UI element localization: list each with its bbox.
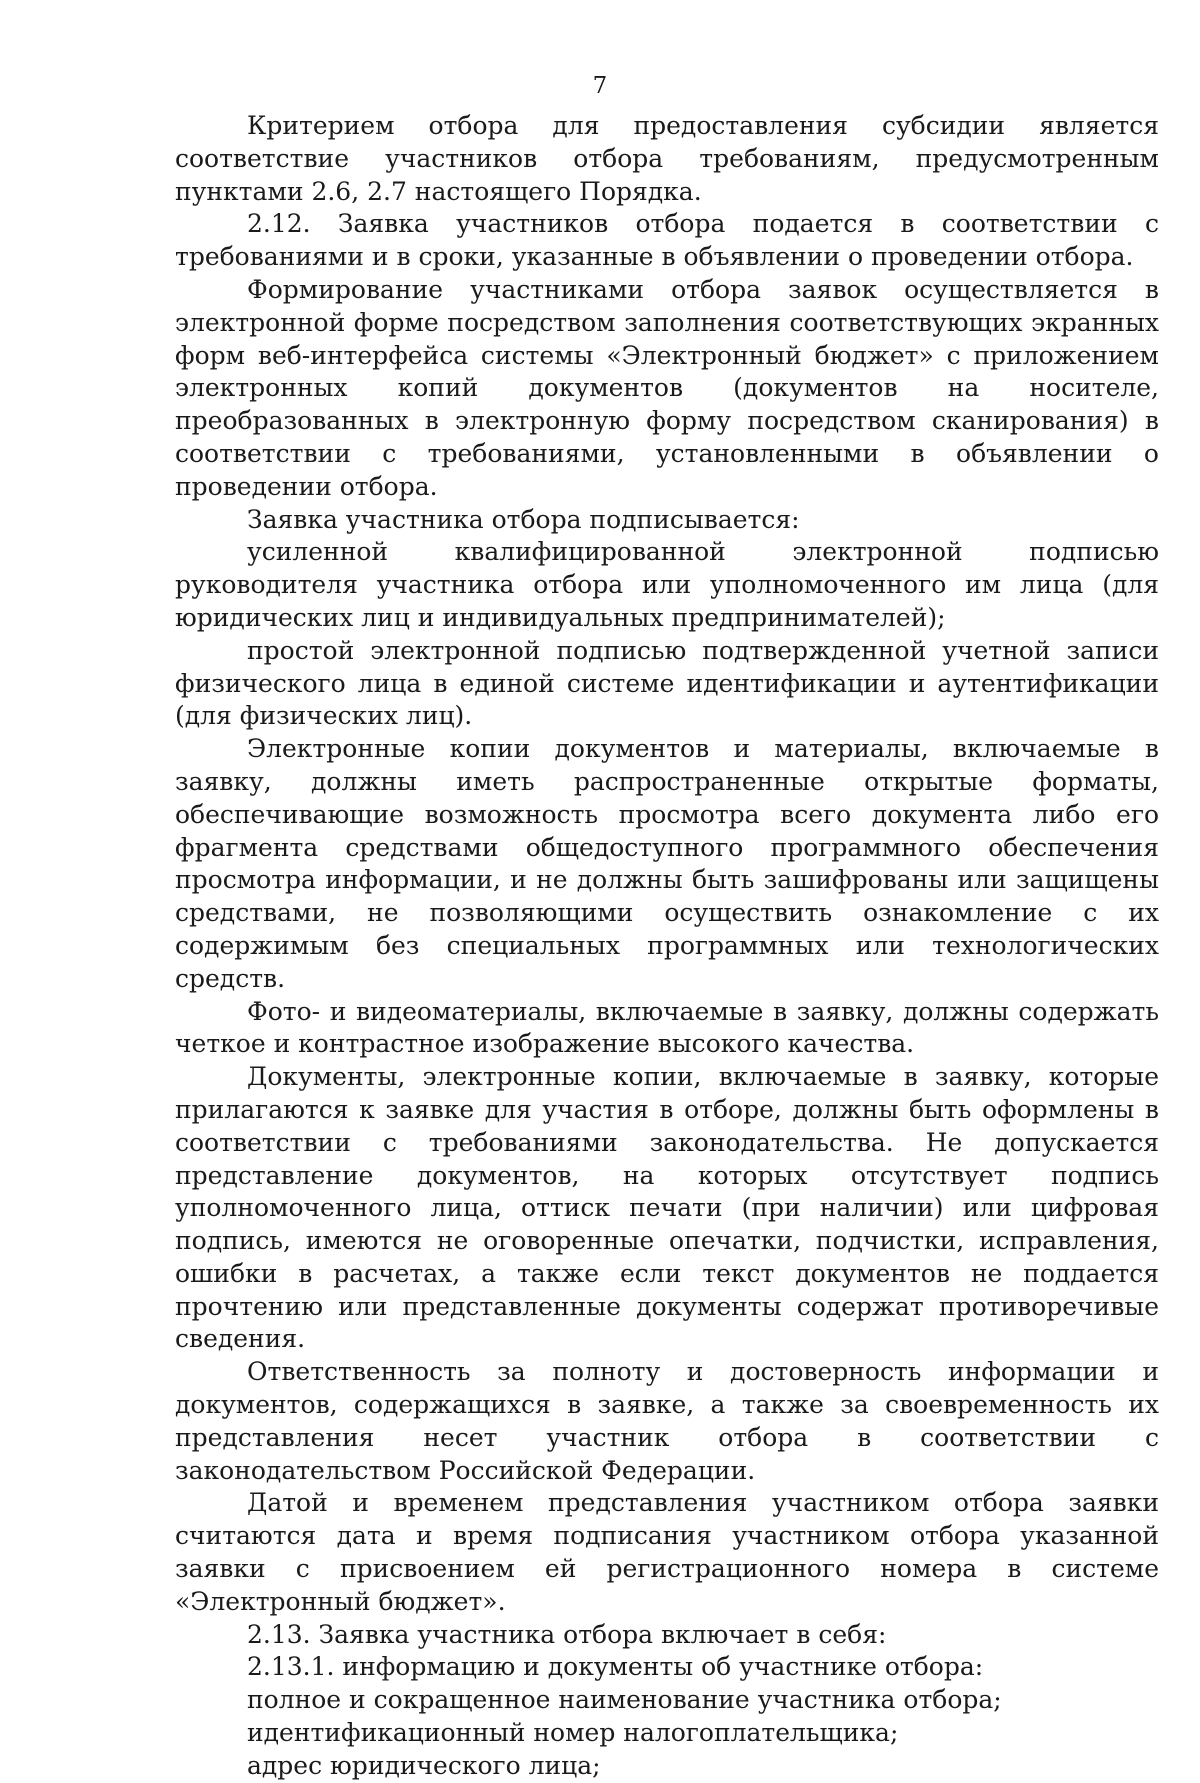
paragraph-application-forming: Формирование участниками отбора заявок осуществляется в электронной форме посредством заполнения соответствующих экранных форм веб-интерфейса системы «Электронный бюджет» с приложением электронных копий документов (документов на носителе, преобразованных в электронную форму посредством сканирования) в соответствии с требованиями, установленными в объявлении о проведении отбора.: [175, 274, 1159, 501]
paragraph-2-13-1: 2.13.1. информацию и документы об участнике отбора:: [247, 1652, 984, 1682]
paragraph-electronic-copies: Электронные копии документов и материалы, включаемые в заявку, должны иметь распространенные открытые форматы, обеспечивающие возможность просмотра всего документа либо его фрагмента средствами общедоступного программного обеспечения просмотра информации, и не должны быть зашифрованы или защищены средствами, не позволяющими осуществить ознакомление с их содержимым без специальных программных или технологических средств.: [175, 734, 1159, 993]
page-number: 7: [592, 73, 608, 99]
list-item-legal-address: адрес юридического лица;: [247, 1750, 601, 1780]
document-body: [175, 110, 1159, 1783]
paragraph-submission-date: Датой и временем представления участником отбора заявки считаются дата и время подписания участником отбора указанной заявки с присвоением ей регистрационного номера в системе «Электронный бюджет».: [175, 1488, 1159, 1616]
paragraph-documents-requirements: Документы, электронные копии, включаемые в заявку, которые прилагаются к заявке для участия в отборе, должны быть оформлены в соответствии с требованиями законодательства. Не допускается представление документов, на которых отсутствует подпись уполномоченного лица, оттиск печати (при наличии) или цифровая подпись, имеются не оговоренные опечатки, подчистки, исправления, ошибки в расчетах, а также если текст документов не поддается прочтению или представленные документы содержат противоречивые сведения.: [175, 1062, 1159, 1354]
paragraph-responsibility: Ответственность за полноту и достоверность информации и документов, содержащихся в заявке, а также за своевременность их представления несет участник отбора в соответствии с законодательством Российской Федерации.: [175, 1357, 1159, 1485]
paragraph-qualified-signature: усиленной квалифицированной электронной подписью руководителя участника отбора или уполномоченного им лица (для юридических лиц и индивидуальных предпринимателей);: [175, 537, 1159, 632]
list-item-full-name: полное и сокращенное наименование участника отбора;: [247, 1685, 1002, 1715]
paragraph-selection-criterion: Критерием отбора для предоставления субсидии является соответствие участников отбора требованиям, предусмотренным пунктами 2.6, 2.7 настоящего Порядка.: [175, 111, 1159, 206]
paragraph-photo-video: Фото- и видеоматериалы, включаемые в заявку, должны содержать четкое и контрастное изображение высокого качества.: [175, 996, 1159, 1059]
paragraph-2-13: 2.13. Заявка участника отбора включает в себя:: [247, 1619, 887, 1649]
paragraph-2-12: 2.12. Заявка участников отбора подается в соответствии с требованиями и в сроки, указанные в объявлении о проведении отбора.: [175, 209, 1159, 272]
paragraph-signing-intro: Заявка участника отбора подписывается:: [247, 504, 800, 534]
paragraph-simple-signature: простой электронной подписью подтвержденной учетной записи физического лица в единой системе идентификации и аутентификации (для физических лиц).: [175, 635, 1159, 731]
list-item-inn: идентификационный номер налогоплательщика;: [247, 1718, 899, 1748]
